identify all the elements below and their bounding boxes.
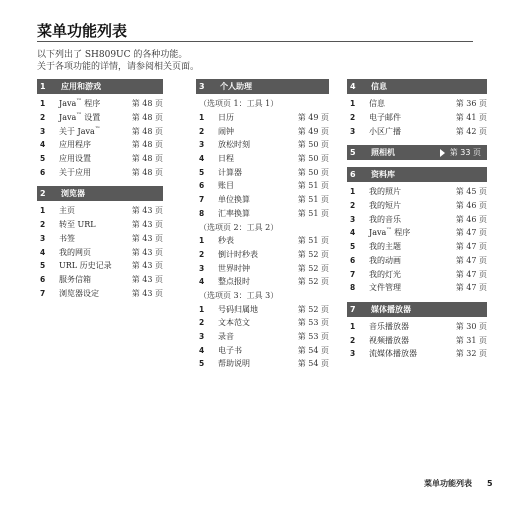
item-page-ref: 第 54 页 bbox=[297, 345, 329, 355]
item-page-ref: 第 43 页 bbox=[131, 274, 163, 284]
column-3 bbox=[347, 79, 487, 368]
section-items bbox=[347, 94, 487, 138]
menu-item bbox=[196, 193, 329, 207]
section-number: 3 bbox=[199, 82, 205, 91]
menu-item bbox=[347, 212, 487, 226]
item-number: 1 bbox=[40, 99, 46, 109]
item-label: 放松时刻 bbox=[218, 140, 250, 150]
menu-item bbox=[37, 138, 163, 152]
item-label: 帮助说明 bbox=[218, 359, 250, 369]
menu-section bbox=[37, 79, 163, 179]
item-label: 我的主题 bbox=[369, 242, 401, 252]
section-items bbox=[347, 182, 487, 295]
item-page-ref: 第 52 页 bbox=[297, 277, 329, 287]
item-label: 单位换算 bbox=[218, 195, 250, 205]
section-header bbox=[347, 302, 487, 317]
section-title: 应用和游戏 bbox=[61, 82, 101, 91]
section-header bbox=[347, 167, 487, 182]
section-items bbox=[347, 317, 487, 361]
item-label: 账目 bbox=[218, 181, 234, 191]
page-number: 5 bbox=[487, 479, 493, 488]
subgroup-label: （选项页 1：工具 1） bbox=[199, 99, 279, 109]
subgroup-label: （选项页 3：工具 3） bbox=[199, 290, 279, 300]
item-label: 文本范文 bbox=[218, 318, 250, 328]
menu-item bbox=[347, 254, 487, 268]
item-number: 2 bbox=[199, 318, 205, 328]
menu-item bbox=[347, 240, 487, 254]
item-number: 1 bbox=[350, 187, 356, 197]
menu-item bbox=[196, 330, 329, 344]
item-label: Java™ 程序 bbox=[59, 98, 101, 109]
menu-item bbox=[347, 97, 487, 111]
item-label: 流媒体播放器 bbox=[369, 349, 417, 359]
link-page: 第 33 页 bbox=[449, 148, 481, 158]
item-number: 8 bbox=[199, 208, 205, 218]
menu-item bbox=[196, 302, 329, 316]
menu-item bbox=[347, 111, 487, 125]
menu-item bbox=[347, 320, 487, 334]
menu-item bbox=[347, 267, 487, 281]
menu-section bbox=[347, 79, 487, 138]
item-page-ref: 第 48 页 bbox=[131, 154, 163, 164]
item-label: 号码归属地 bbox=[218, 304, 258, 314]
item-label: URL 历史记录 bbox=[59, 261, 112, 271]
item-page-ref: 第 50 页 bbox=[297, 154, 329, 164]
menu-section bbox=[347, 302, 487, 361]
item-page-ref: 第 54 页 bbox=[297, 359, 329, 369]
intro-line: 以下列出了 SH809UC 的各种功能。 bbox=[37, 50, 188, 60]
item-number: 4 bbox=[199, 154, 205, 164]
item-page-ref: 第 47 页 bbox=[455, 242, 487, 252]
item-number: 1 bbox=[350, 321, 356, 331]
intro-line: 关于各项功能的详情，请参阅相关页面。 bbox=[37, 62, 200, 72]
item-number: 5 bbox=[350, 242, 356, 252]
section-title: 信息 bbox=[371, 82, 387, 91]
item-label: 浏览器设定 bbox=[59, 288, 99, 298]
item-page-ref: 第 43 页 bbox=[131, 206, 163, 216]
item-number: 1 bbox=[199, 304, 205, 314]
menu-item bbox=[37, 165, 163, 179]
item-page-ref: 第 47 页 bbox=[455, 228, 487, 238]
item-page-ref: 第 43 页 bbox=[131, 233, 163, 243]
item-number: 3 bbox=[350, 126, 356, 136]
item-page-ref: 第 52 页 bbox=[297, 304, 329, 314]
menu-item bbox=[37, 232, 163, 246]
footer-label: 菜单功能列表 bbox=[424, 479, 472, 488]
column-1 bbox=[37, 79, 163, 307]
item-number: 1 bbox=[199, 236, 205, 246]
menu-item bbox=[37, 111, 163, 125]
menu-item bbox=[347, 185, 487, 199]
column-2 bbox=[196, 79, 329, 378]
item-page-ref: 第 49 页 bbox=[297, 113, 329, 123]
item-page-ref: 第 51 页 bbox=[297, 195, 329, 205]
item-label: 世界时钟 bbox=[218, 263, 250, 273]
menu-item bbox=[196, 275, 329, 289]
item-page-ref: 第 41 页 bbox=[455, 113, 487, 123]
item-page-ref: 第 46 页 bbox=[455, 214, 487, 224]
item-number: 4 bbox=[199, 277, 205, 287]
section-header bbox=[37, 79, 163, 94]
item-number: 6 bbox=[199, 181, 205, 191]
item-number: 4 bbox=[40, 140, 46, 150]
menu-item bbox=[196, 343, 329, 357]
item-label: 整点报时 bbox=[218, 277, 250, 287]
menu-item bbox=[196, 124, 329, 138]
item-number: 3 bbox=[40, 233, 46, 243]
menu-item bbox=[196, 207, 329, 221]
item-page-ref: 第 47 页 bbox=[455, 255, 487, 265]
item-number: 1 bbox=[350, 99, 356, 109]
item-number: 3 bbox=[40, 126, 46, 136]
item-page-ref: 第 43 页 bbox=[131, 247, 163, 257]
item-label: 应用设置 bbox=[59, 154, 91, 164]
item-label: 倒计时秒表 bbox=[218, 249, 258, 259]
item-page-ref: 第 51 页 bbox=[297, 208, 329, 218]
section-items bbox=[37, 201, 163, 300]
item-page-ref: 第 46 页 bbox=[455, 201, 487, 211]
menu-item bbox=[347, 333, 487, 347]
item-page-ref: 第 43 页 bbox=[131, 261, 163, 271]
menu-item bbox=[37, 124, 163, 138]
item-number: 3 bbox=[199, 140, 205, 150]
item-number: 5 bbox=[199, 359, 205, 369]
menu-item bbox=[196, 234, 329, 248]
menu-item bbox=[196, 138, 329, 152]
item-page-ref: 第 42 页 bbox=[455, 126, 487, 136]
menu-item bbox=[37, 97, 163, 111]
section-items bbox=[196, 94, 329, 371]
item-number: 2 bbox=[199, 249, 205, 259]
item-label: 主页 bbox=[59, 206, 75, 216]
menu-item bbox=[347, 281, 487, 295]
item-label: 音乐播放器 bbox=[369, 321, 409, 331]
section-items bbox=[37, 94, 163, 179]
item-label: 视频播放器 bbox=[369, 335, 409, 345]
item-number: 7 bbox=[199, 195, 205, 205]
item-page-ref: 第 50 页 bbox=[297, 167, 329, 177]
item-label: 录音 bbox=[218, 332, 234, 342]
item-number: 2 bbox=[350, 201, 356, 211]
item-page-ref: 第 53 页 bbox=[297, 332, 329, 342]
section-number: 6 bbox=[350, 170, 356, 180]
section-header bbox=[196, 79, 329, 94]
item-label: 书签 bbox=[59, 233, 75, 243]
item-number: 4 bbox=[199, 345, 205, 355]
item-label: 应用程序 bbox=[59, 140, 91, 150]
item-page-ref: 第 48 页 bbox=[131, 140, 163, 150]
item-number: 7 bbox=[40, 288, 46, 298]
item-label: 秒表 bbox=[218, 236, 234, 246]
item-label: 我的短片 bbox=[369, 201, 401, 211]
item-number: 6 bbox=[350, 255, 356, 265]
item-label: 文件管理 bbox=[369, 283, 401, 293]
arrow-right-icon bbox=[440, 149, 445, 157]
menu-item bbox=[37, 152, 163, 166]
item-number: 6 bbox=[40, 167, 46, 177]
menu-item bbox=[196, 248, 329, 262]
item-label: 汇率换算 bbox=[218, 208, 250, 218]
menu-item bbox=[37, 273, 163, 287]
item-page-ref: 第 45 页 bbox=[455, 187, 487, 197]
item-number: 2 bbox=[350, 335, 356, 345]
item-number: 3 bbox=[350, 349, 356, 359]
section-title: 照相机 bbox=[371, 148, 395, 158]
item-page-ref: 第 52 页 bbox=[297, 263, 329, 273]
section-header bbox=[347, 145, 487, 160]
item-label: 我的动画 bbox=[369, 255, 401, 265]
menu-item bbox=[347, 347, 487, 361]
section-number: 1 bbox=[40, 82, 46, 91]
item-label: 计算器 bbox=[218, 167, 242, 177]
item-page-ref: 第 43 页 bbox=[131, 288, 163, 298]
item-number: 3 bbox=[199, 332, 205, 342]
item-label: Java™ 程序 bbox=[369, 227, 411, 238]
item-number: 3 bbox=[350, 214, 356, 224]
item-number: 4 bbox=[40, 247, 46, 257]
menu-item bbox=[196, 165, 329, 179]
item-page-ref: 第 48 页 bbox=[131, 126, 163, 136]
item-number: 5 bbox=[40, 154, 46, 164]
item-label: 转至 URL bbox=[59, 220, 96, 230]
item-page-ref: 第 32 页 bbox=[455, 349, 487, 359]
item-number: 6 bbox=[40, 274, 46, 284]
section-number: 2 bbox=[40, 189, 46, 199]
item-label: 闹钟 bbox=[218, 126, 234, 136]
menu-item bbox=[196, 111, 329, 125]
item-page-ref: 第 48 页 bbox=[131, 99, 163, 109]
section-header bbox=[347, 79, 487, 94]
intro-text bbox=[37, 49, 199, 73]
item-label: 小区广播 bbox=[369, 126, 401, 136]
menu-item bbox=[196, 179, 329, 193]
item-label: Java™ 设置 bbox=[59, 112, 101, 123]
section-number: 5 bbox=[350, 148, 356, 158]
menu-item bbox=[37, 245, 163, 259]
item-number: 1 bbox=[40, 206, 46, 216]
item-label: 服务信箱 bbox=[59, 274, 91, 284]
item-number: 2 bbox=[40, 220, 46, 230]
item-page-ref: 第 53 页 bbox=[297, 318, 329, 328]
item-number: 5 bbox=[199, 167, 205, 177]
menu-section bbox=[196, 79, 329, 371]
item-label: 日历 bbox=[218, 113, 234, 123]
page-link bbox=[440, 147, 481, 158]
menu-section bbox=[37, 186, 163, 300]
item-page-ref: 第 31 页 bbox=[455, 335, 487, 345]
section-header bbox=[37, 186, 163, 201]
item-number: 2 bbox=[350, 113, 356, 123]
item-page-ref: 第 30 页 bbox=[455, 321, 487, 331]
menu-item bbox=[37, 204, 163, 218]
section-title: 浏览器 bbox=[61, 189, 85, 199]
item-page-ref: 第 43 页 bbox=[131, 220, 163, 230]
item-page-ref: 第 51 页 bbox=[297, 236, 329, 246]
page-title: 菜单功能列表 bbox=[37, 22, 128, 40]
item-label: 关于应用 bbox=[59, 167, 91, 177]
item-page-ref: 第 50 页 bbox=[297, 140, 329, 150]
item-label: 日程 bbox=[218, 154, 234, 164]
menu-item bbox=[37, 286, 163, 300]
item-page-ref: 第 52 页 bbox=[297, 249, 329, 259]
menu-item bbox=[196, 357, 329, 371]
item-label: 我的音乐 bbox=[369, 214, 401, 224]
menu-section bbox=[347, 167, 487, 295]
item-number: 1 bbox=[199, 113, 205, 123]
menu-item bbox=[37, 218, 163, 232]
section-number: 7 bbox=[350, 304, 356, 314]
item-label: 电子邮件 bbox=[369, 113, 401, 123]
item-number: 3 bbox=[199, 263, 205, 273]
item-label: 我的照片 bbox=[369, 187, 401, 197]
item-number: 7 bbox=[350, 269, 356, 279]
item-number: 2 bbox=[40, 113, 46, 123]
item-page-ref: 第 47 页 bbox=[455, 283, 487, 293]
menu-item bbox=[347, 199, 487, 213]
item-number: 2 bbox=[199, 126, 205, 136]
item-page-ref: 第 48 页 bbox=[131, 113, 163, 123]
item-label: 我的灯光 bbox=[369, 269, 401, 279]
menu-section bbox=[347, 145, 487, 160]
menu-item bbox=[347, 226, 487, 240]
item-label: 我的网页 bbox=[59, 247, 91, 257]
item-number: 4 bbox=[350, 228, 356, 238]
item-page-ref: 第 51 页 bbox=[297, 181, 329, 191]
subgroup-label: （选项页 2：工具 2） bbox=[199, 222, 279, 232]
item-page-ref: 第 47 页 bbox=[455, 269, 487, 279]
section-title: 资料库 bbox=[371, 170, 395, 180]
menu-item bbox=[347, 124, 487, 138]
menu-item bbox=[196, 316, 329, 330]
menu-item bbox=[196, 152, 329, 166]
section-number: 4 bbox=[350, 82, 356, 91]
menu-item bbox=[37, 259, 163, 273]
section-title: 媒体播放器 bbox=[371, 304, 411, 314]
item-number: 5 bbox=[40, 261, 46, 271]
item-page-ref: 第 48 页 bbox=[131, 167, 163, 177]
page-footer bbox=[424, 478, 493, 489]
section-title: 个人助理 bbox=[220, 82, 252, 91]
title-divider bbox=[37, 41, 473, 42]
menu-item bbox=[196, 261, 329, 275]
item-number: 8 bbox=[350, 283, 356, 293]
item-label: 关于 Java™ bbox=[59, 126, 101, 136]
item-page-ref: 第 36 页 bbox=[455, 99, 487, 109]
item-label: 电子书 bbox=[218, 345, 242, 355]
item-page-ref: 第 49 页 bbox=[297, 126, 329, 136]
item-label: 信息 bbox=[369, 99, 385, 109]
